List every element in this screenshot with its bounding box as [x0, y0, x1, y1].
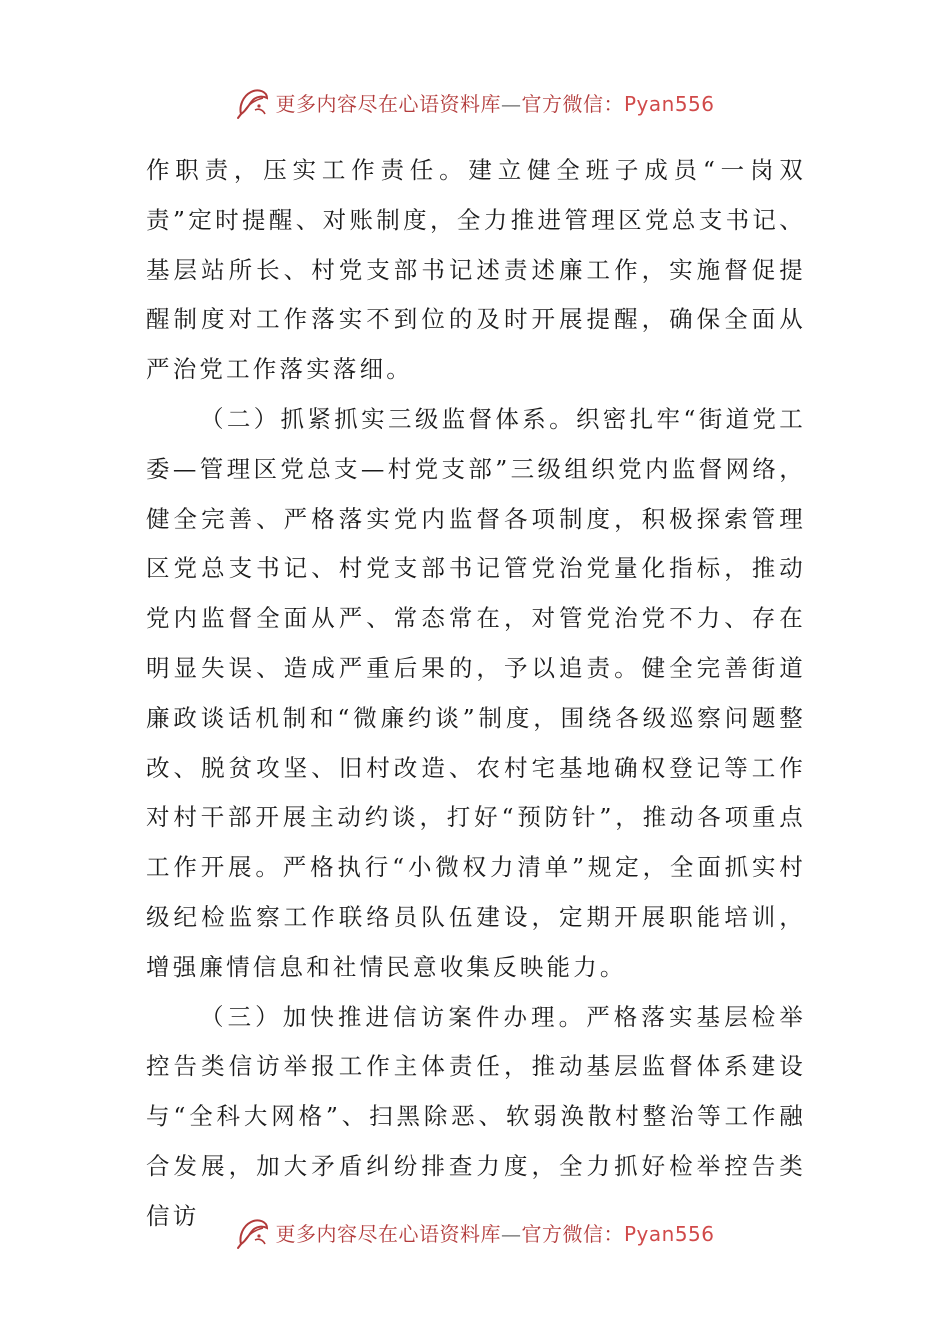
banner-text: 更多内容尽在心语资料库—官方微信：Pyan556 [275, 91, 715, 116]
banner-text: 更多内容尽在心语资料库—官方微信：Pyan556 [275, 1221, 715, 1246]
paragraph-3: （三）加快推进信访案件办理。严格落实基层检举控告类信访举报工作主体责任，推动基层监督体系建设与“全科大网格”、扫黑除恶、软弱涣散村整治等工作融合发展，加大矛盾纠纷排查力度，全力抓好检举控告类信访 [146, 1002, 806, 1230]
quill-logo-icon [235, 84, 271, 120]
document-body [146, 146, 806, 1242]
paragraph-2: （二）抓紧抓实三级监督体系。织密扎牢“街道党工委—管理区党总支—村党支部”三级组织党内监督网络，健全完善、严格落实党内监督各项制度，积极探索管理区党总支书记、村党支部书记管党治党量化指标，推动党内监督全面从严、常态常在，对管党治党不力、存在明显失误、造成严重后果的，予以追责。健全完善街道廉政谈话机制和“微廉约谈”制度，围绕各级巡察问题整改、脱贫攻坚、旧村改造、农村宅基地确权登记等工作对村干部开展主动约谈，打好“预防针”，推动各项重点工作开展。严格执行“小微权力清单”规定，全面抓实村级纪检监察工作联络员队伍建设，定期开展职能培训，增强廉情信息和社情民意收集反映能力。 [146, 404, 806, 981]
footer-watermark-banner [0, 1212, 950, 1252]
paragraph-1: 作职责，压实工作责任。建立健全班子成员“一岗双责”定时提醒、对账制度，全力推进管理区党总支书记、基层站所长、村党支部书记述责述廉工作，实施督促提醒制度对工作落实不到位的及时开展提醒，确保全面从严治党工作落实落细。 [146, 156, 806, 384]
quill-logo-icon [235, 1214, 271, 1250]
header-watermark-banner [0, 82, 950, 122]
